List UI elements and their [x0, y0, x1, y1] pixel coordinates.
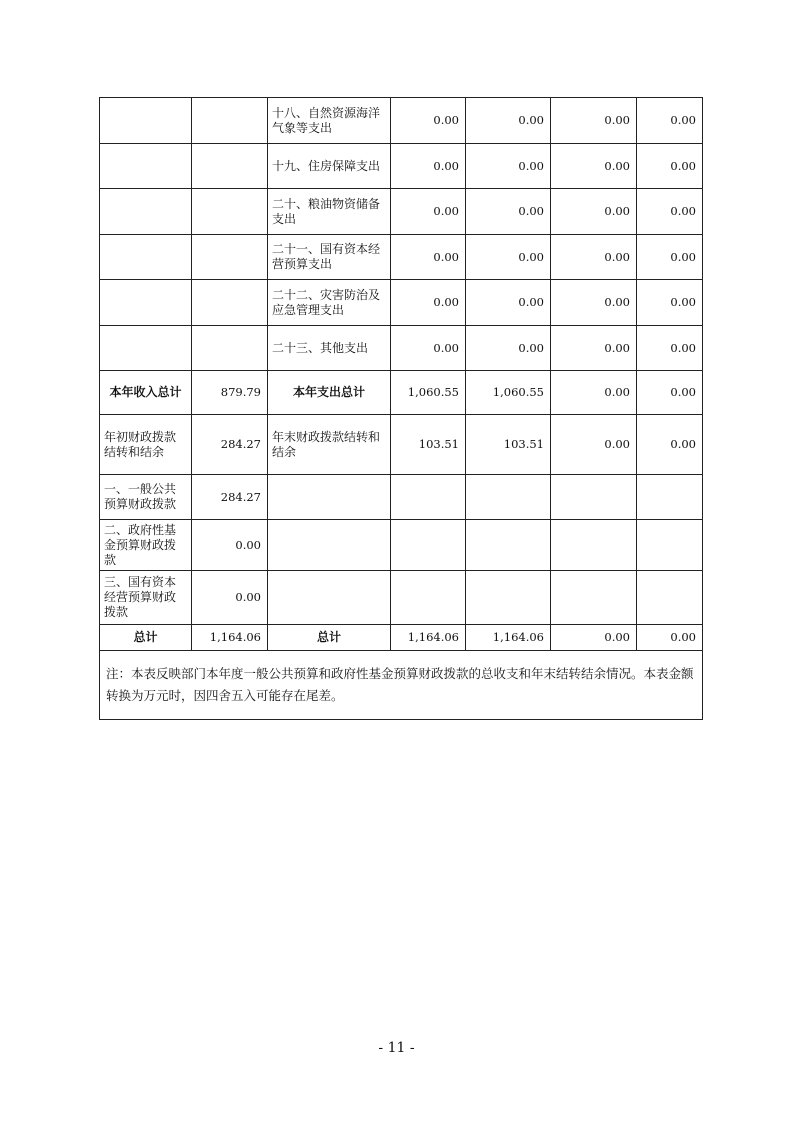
table-row: [100, 98, 703, 144]
table-row: [100, 189, 703, 235]
expense-value: 0.00: [551, 235, 637, 280]
expense-value: 0.00: [391, 326, 466, 371]
expense-value: 0.00: [551, 189, 637, 235]
grand-total-label: 总计: [100, 625, 192, 651]
expense-value: 0.00: [551, 144, 637, 189]
expense-value: 0.00: [391, 98, 466, 144]
note-row: [100, 651, 703, 720]
expense-total-value: 1,060.55: [466, 371, 551, 415]
table-row: [100, 235, 703, 280]
expense-value: 0.00: [637, 98, 703, 144]
expense-value: 0.00: [637, 189, 703, 235]
expense-value: 0.00: [391, 280, 466, 326]
expense-value: 0.00: [466, 280, 551, 326]
table-row: [100, 326, 703, 371]
expense-total-value: 1,060.55: [391, 371, 466, 415]
carryover-item-label: 一、一般公共预算财政拨款: [100, 475, 192, 520]
carryover-item-label: 三、国有资本经营预算财政拨款: [100, 571, 192, 625]
expense-value: 0.00: [391, 189, 466, 235]
grand-total-value: 1,164.06: [466, 625, 551, 651]
expense-value: 0.00: [551, 326, 637, 371]
carryover-end-value: 0.00: [551, 415, 637, 475]
carryover-end-value: 103.51: [391, 415, 466, 475]
expense-value: 0.00: [391, 144, 466, 189]
grand-total-value: 0.00: [637, 625, 703, 651]
carryover-item-value: 0.00: [192, 571, 268, 625]
carryover-end-value: 0.00: [637, 415, 703, 475]
carryover-item-row: [100, 520, 703, 571]
expense-item-label: 十九、住房保障支出: [268, 144, 391, 189]
expense-value: 0.00: [466, 235, 551, 280]
expense-item-label: 二十一、国有资本经营预算支出: [268, 235, 391, 280]
grand-total-row: [100, 625, 703, 651]
expense-item-label: 十八、自然资源海洋气象等支出: [268, 98, 391, 144]
expense-value: 0.00: [637, 235, 703, 280]
grand-total-value: 0.00: [551, 625, 637, 651]
expense-total-label: 本年支出总计: [268, 371, 391, 415]
expense-item-label: 二十二、灾害防治及应急管理支出: [268, 280, 391, 326]
expense-value: 0.00: [637, 280, 703, 326]
totals-row: [100, 371, 703, 415]
table-note: 注：本表反映部门本年度一般公共预算和政府性基金预算财政拨款的总收支和年末结转结余情况。本表金额转换为万元时，因四舍五入可能存在尾差。: [100, 651, 703, 720]
carryover-item-value: 284.27: [192, 475, 268, 520]
expense-value: 0.00: [391, 235, 466, 280]
carryover-begin-label: 年初财政拨款结转和结余: [100, 415, 192, 475]
carryover-item-row: [100, 571, 703, 625]
expense-total-value: 0.00: [637, 371, 703, 415]
expense-value: 0.00: [466, 144, 551, 189]
income-total-value: 879.79: [192, 371, 268, 415]
page-number: - 11 -: [378, 1040, 415, 1056]
table-row: [100, 144, 703, 189]
budget-table: [99, 97, 703, 720]
expense-value: 0.00: [466, 98, 551, 144]
expense-value: 0.00: [551, 98, 637, 144]
carryover-item-row: [100, 475, 703, 520]
carryover-item-value: 0.00: [192, 520, 268, 571]
grand-total-label: 总计: [268, 625, 391, 651]
expense-value: 0.00: [637, 326, 703, 371]
expense-item-label: 二十三、其他支出: [268, 326, 391, 371]
expense-total-value: 0.00: [551, 371, 637, 415]
carryover-begin-value: 284.27: [192, 415, 268, 475]
expense-value: 0.00: [466, 189, 551, 235]
expense-value: 0.00: [637, 144, 703, 189]
grand-total-value: 1,164.06: [192, 625, 268, 651]
carryover-item-label: 二、政府性基金预算财政拨款: [100, 520, 192, 571]
expense-value: 0.00: [466, 326, 551, 371]
carryover-end-value: 103.51: [466, 415, 551, 475]
carryover-end-label: 年末财政拨款结转和结余: [268, 415, 391, 475]
carryover-row: [100, 415, 703, 475]
expense-item-label: 二十、粮油物资储备支出: [268, 189, 391, 235]
expense-value: 0.00: [551, 280, 637, 326]
table-row: [100, 280, 703, 326]
grand-total-value: 1,164.06: [391, 625, 466, 651]
income-total-label: 本年收入总计: [100, 371, 192, 415]
